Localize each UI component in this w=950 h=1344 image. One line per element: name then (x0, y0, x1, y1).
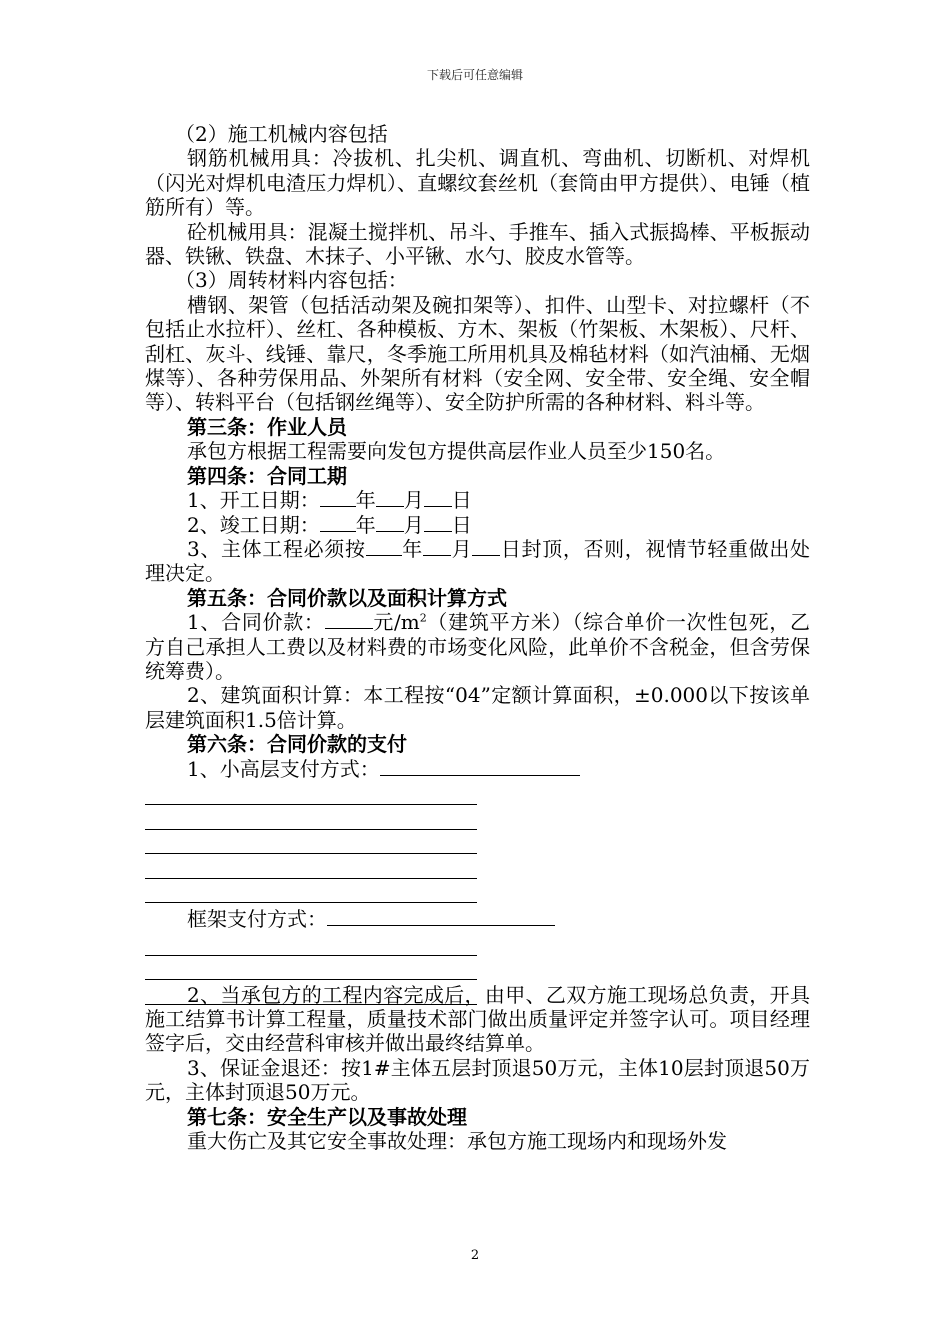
high-rise-payment-label: 1、小高层支付方式： (187, 756, 380, 781)
high-rise-payment-line (145, 757, 810, 781)
article-4-heading: 第四条：合同工期 (187, 463, 347, 488)
deposit-refund-paragraph: 3、保证金退还：按1#主体五层封顶退50万元，主体10层封顶退50万元，主体封顶退50万元。 (145, 1055, 810, 1105)
blank-line (145, 805, 477, 829)
blank-field (376, 488, 404, 507)
paragraph-rebar-machinery: 钢筋机械用具：冷拔机、扎尖机、调直机、弯曲机、切断机、对焊机（闪光对焊机电渣压力焊机）、直螺纹套丝机（套筒由甲方提供）、电锤（植筋所有）等。 (145, 146, 810, 220)
price-unit-superscript: 2 (419, 611, 427, 625)
area-calc-paragraph: 2、建筑面积计算：本工程按“04”定额计算面积，±0.000以下按该单层建筑面积1.5倍计算。 (145, 683, 810, 732)
start-date-label: 1、开工日期： (187, 488, 320, 513)
frame-payment-label: 框架支付方式： (187, 906, 327, 931)
start-date-line (145, 488, 810, 512)
blank-line (145, 931, 477, 955)
article-7-heading: 第七条：安全生产以及事故处理 (187, 1104, 467, 1129)
blank-field (325, 610, 373, 629)
paragraph-concrete-machinery: 砼机械用具：混凝土搅拌机、吊斗、手推车、插入式振捣棒、平板振动器、铁锹、铁盘、木抹子、小平锹、水勺、胶皮水管等。 (145, 219, 810, 269)
blank-line (145, 854, 477, 878)
day-label: 日 (451, 488, 472, 513)
year-label: 年 (401, 536, 423, 561)
price-label: 1、合同价款： (187, 610, 325, 635)
blank-field (423, 537, 451, 556)
day-label: 日 (451, 512, 472, 537)
document-body (145, 122, 810, 1153)
month-label: 月 (403, 512, 424, 537)
blank-field (366, 537, 402, 556)
year-label: 年 (355, 488, 376, 513)
blank-field (327, 907, 555, 926)
blank-line (145, 830, 477, 854)
month-label: 月 (450, 536, 473, 561)
settlement-paragraph: 2、当承包方的工程内容完成后，由甲、乙双方施工现场总负责，开具施工结算书计算工程量，质量技术部门做出质量评定并签字认可。项目经理签字后，交由经营科审核并做出最终结算单。 (145, 982, 810, 1056)
capping-line (145, 537, 810, 586)
capping-text: 日封顶，否则，视情节轻重做出处理决定。 (145, 536, 811, 586)
price-text: （建筑平方米）（综合单价一次性包死，乙方自己承担人工费以及材料费的市场变化风险，此单价不含税金，但含劳保统筹费）。 (145, 610, 811, 683)
article-6-heading: 第六条：合同价款的支付 (187, 732, 407, 757)
frame-payment-line (145, 907, 810, 931)
price-unit: 元/m (372, 610, 420, 635)
section-heading-materials: （3）周转材料内容包括： (175, 268, 408, 293)
blank-field (376, 513, 404, 532)
section-heading-machinery: （2）施工机械内容包括 (175, 122, 388, 146)
page-number: 2 (470, 1248, 480, 1263)
blank-field (320, 488, 356, 507)
paragraph-workers: 承包方根据工程需要向发包方提供高层作业人员至少150名。 (187, 439, 726, 464)
blank-field (424, 488, 452, 507)
blank-field (320, 513, 356, 532)
blank-line (145, 781, 477, 805)
paragraph-materials: 槽钢、架管（包括活动架及碗扣架等）、扣件、山型卡、对拉螺杆（不包括止水拉杆）、丝杠、各种模板、方木、架板（竹架板、木架板）、尺杆、刮杠、灰斗、线锤、靠尺，冬季施工所用机具及棉毡材料（如汽油桶、无烟煤等）、各种劳保用品、外架所有材料（安全网、安全带、安全绳、安全帽等）、转料平台（包括钢丝绳等）、安全防护所需的各种材料、料斗等。 (145, 292, 810, 415)
contract-price-paragraph (145, 610, 810, 683)
blank-line (145, 879, 477, 903)
blank-field (380, 757, 580, 776)
blank-field (424, 513, 452, 532)
end-date-line (145, 513, 810, 537)
month-label: 月 (403, 488, 424, 513)
blank-field (472, 537, 500, 556)
page-header: 下载后可任意编辑 (426, 68, 523, 82)
article-3-heading: 第三条：作业人员 (187, 414, 347, 439)
accident-paragraph: 重大伤亡及其它安全事故处理：承包方施工现场内和现场外发 (187, 1128, 727, 1153)
article-5-heading: 第五条：合同价款以及面积计算方式 (187, 585, 507, 610)
blank-line (145, 956, 477, 980)
capping-label: 3、主体工程必须按 (187, 536, 366, 561)
year-label: 年 (355, 512, 376, 537)
end-date-label: 2、竣工日期： (187, 512, 320, 537)
